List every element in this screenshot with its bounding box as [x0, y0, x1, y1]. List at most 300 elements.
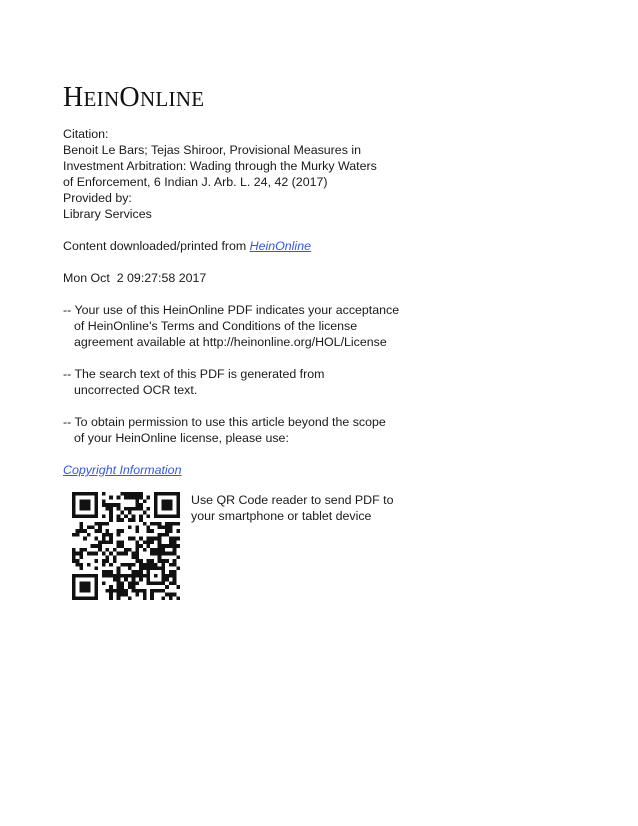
citation-label: Citation: — [63, 127, 109, 141]
qr-module — [146, 526, 150, 530]
qr-module — [128, 581, 132, 585]
qr-module — [91, 492, 95, 496]
qr-module — [79, 503, 83, 507]
qr-module — [173, 581, 177, 585]
qr-module — [106, 507, 110, 511]
qr-module — [109, 589, 113, 593]
qr-module — [72, 514, 76, 518]
qr-module — [87, 503, 91, 507]
qr-module — [102, 581, 106, 585]
qr-module — [139, 559, 143, 563]
qr-module — [102, 559, 106, 563]
notice-line: agreement available at http://heinonline.org/HOL/License — [74, 335, 387, 349]
qr-module — [173, 522, 177, 526]
qr-module — [83, 529, 87, 533]
qr-module — [139, 514, 143, 518]
qr-module — [102, 514, 106, 518]
qr-module — [169, 529, 173, 533]
qr-module — [161, 574, 165, 578]
qr-module — [154, 499, 158, 503]
qr-module — [139, 578, 143, 582]
qr-module — [154, 581, 158, 585]
qr-module — [169, 522, 173, 526]
qr-module — [150, 563, 154, 567]
heinonline-logo: HEINONLINE — [63, 82, 205, 113]
qr-module — [132, 514, 136, 518]
qr-module — [173, 492, 177, 496]
qr-module — [79, 563, 83, 567]
qr-module — [173, 514, 177, 518]
qr-module — [98, 548, 102, 552]
qr-module — [132, 507, 136, 511]
qr-module — [87, 563, 91, 567]
citation-line: Investment Arbitration: Wading through the Murky Waters — [63, 159, 377, 173]
qr-module — [117, 552, 121, 556]
qr-module — [94, 514, 98, 518]
qr-module — [124, 574, 128, 578]
qr-module — [169, 593, 173, 597]
qr-module — [79, 589, 83, 593]
provider-name: Library Services — [63, 207, 152, 221]
qr-module — [143, 499, 147, 503]
qr-module — [117, 503, 121, 507]
qr-module — [102, 552, 106, 556]
qr-module — [176, 496, 180, 500]
qr-module — [135, 555, 139, 559]
qr-module — [113, 503, 117, 507]
qr-module — [158, 589, 162, 593]
qr-module — [117, 589, 121, 593]
qr-module — [161, 589, 165, 593]
qr-module — [135, 492, 139, 496]
qr-module — [91, 596, 95, 600]
qr-module — [79, 499, 83, 503]
qr-module — [79, 526, 83, 530]
qr-module — [91, 514, 95, 518]
qr-module — [165, 559, 169, 563]
qr-module — [87, 499, 91, 503]
qr-module — [106, 555, 110, 559]
qr-module — [117, 496, 121, 500]
qr-module — [124, 578, 128, 582]
qr-module — [83, 492, 87, 496]
qr-module — [139, 570, 143, 574]
qr-caption-line: Use QR Code reader to send PDF to — [191, 493, 394, 507]
qr-module — [83, 537, 87, 541]
qr-module — [143, 522, 147, 526]
permission-notice — [63, 414, 583, 446]
qr-module — [128, 518, 132, 522]
qr-module — [165, 544, 169, 548]
qr-module — [91, 544, 95, 548]
qr-module — [106, 574, 110, 578]
qr-module — [94, 552, 98, 556]
qr-module — [176, 585, 180, 589]
qr-module — [146, 529, 150, 533]
qr-module — [102, 533, 106, 537]
qr-module — [161, 548, 165, 552]
qr-module — [128, 526, 132, 530]
qr-module — [135, 589, 139, 593]
qr-module — [132, 574, 136, 578]
qr-module — [169, 537, 173, 541]
qr-caption-line: your smartphone or tablet device — [191, 509, 372, 523]
qr-module — [83, 589, 87, 593]
qr-module — [161, 514, 165, 518]
qr-module — [169, 526, 173, 530]
qr-module — [132, 552, 136, 556]
qr-module — [128, 496, 132, 500]
qr-module — [132, 496, 136, 500]
qr-module — [135, 552, 139, 556]
qr-module — [117, 566, 121, 570]
qr-module — [72, 492, 76, 496]
qr-module — [176, 507, 180, 511]
qr-module — [117, 507, 121, 511]
qr-module — [117, 533, 121, 537]
download-notice — [63, 238, 583, 254]
notice-line: -- To obtain permission to use this article beyond the scope — [63, 415, 386, 429]
qr-module — [154, 563, 158, 567]
qr-module — [106, 529, 110, 533]
qr-module — [117, 596, 121, 600]
qr-module — [165, 578, 169, 582]
qr-module — [98, 529, 102, 533]
notice-line: of HeinOnline's Terms and Conditions of the license — [74, 319, 358, 333]
qr-module — [120, 552, 124, 556]
qr-module — [87, 589, 91, 593]
qr-module — [139, 492, 143, 496]
qr-module — [76, 492, 80, 496]
qr-module — [76, 563, 80, 567]
qr-module — [79, 555, 83, 559]
qr-module — [120, 492, 124, 496]
qr-module — [128, 492, 132, 496]
qr-module — [158, 559, 162, 563]
qr-module — [120, 593, 124, 597]
qr-module — [176, 511, 180, 515]
qr-module — [143, 548, 147, 552]
qr-module — [165, 529, 169, 533]
qr-module — [94, 511, 98, 515]
qr-module — [87, 507, 91, 511]
qr-module — [94, 585, 98, 589]
qr-module — [146, 537, 150, 541]
qr-module — [128, 585, 132, 589]
qr-module — [161, 499, 165, 503]
qr-module — [173, 593, 177, 597]
qr-module — [87, 581, 91, 585]
citation-block — [63, 126, 583, 222]
qr-module — [158, 522, 162, 526]
qr-module — [173, 570, 177, 574]
qr-module — [154, 511, 158, 515]
timestamp-block — [63, 270, 583, 286]
qr-module — [94, 596, 98, 600]
qr-module — [132, 570, 136, 574]
qr-module — [154, 503, 158, 507]
qr-module — [154, 522, 158, 526]
qr-module — [173, 540, 177, 544]
qr-module — [169, 570, 173, 574]
qr-module — [146, 496, 150, 500]
qr-module — [120, 518, 124, 522]
qr-module — [176, 537, 180, 541]
qr-module — [165, 503, 169, 507]
citation-line: Benoit Le Bars; Tejas Shiroor, Provisional Measures in — [63, 143, 361, 157]
qr-module — [72, 511, 76, 515]
qr-module — [79, 514, 83, 518]
qr-module — [72, 593, 76, 597]
qr-module — [83, 581, 87, 585]
qr-module — [154, 514, 158, 518]
qr-module — [98, 540, 102, 544]
qr-module — [79, 492, 83, 496]
qr-module — [109, 533, 113, 537]
qr-module — [91, 526, 95, 530]
qr-module — [154, 589, 158, 593]
qr-module — [106, 589, 110, 593]
qr-module — [169, 563, 173, 567]
qr-module — [176, 492, 180, 496]
qr-module — [91, 552, 95, 556]
qr-module — [169, 596, 173, 600]
qr-module — [135, 548, 139, 552]
qr-module — [176, 514, 180, 518]
qr-module — [132, 537, 136, 541]
qr-module — [165, 499, 169, 503]
qr-module — [158, 526, 162, 530]
qr-module — [165, 593, 169, 597]
qr-module — [169, 507, 173, 511]
qr-module — [139, 518, 143, 522]
qr-module — [94, 496, 98, 500]
qr-module — [161, 563, 165, 567]
qr-module — [106, 522, 110, 526]
qr-module — [124, 563, 128, 567]
qr-module — [72, 578, 76, 582]
qr-module — [165, 533, 169, 537]
qr-module — [158, 492, 162, 496]
qr-module — [150, 589, 154, 593]
qr-module — [94, 589, 98, 593]
qr-module — [72, 496, 76, 500]
qr-module — [128, 548, 132, 552]
qr-module — [117, 581, 121, 585]
qr-module — [120, 574, 124, 578]
qr-module — [139, 507, 143, 511]
qr-module — [79, 596, 83, 600]
qr-module — [113, 548, 117, 552]
qr-module — [161, 570, 165, 574]
qr-module — [109, 507, 113, 511]
qr-module — [165, 585, 169, 589]
qr-module — [135, 544, 139, 548]
qr-module — [176, 503, 180, 507]
qr-module — [161, 559, 165, 563]
qr-module — [72, 503, 76, 507]
qr-module — [79, 574, 83, 578]
qr-module — [135, 540, 139, 544]
qr-module — [124, 548, 128, 552]
qr-module — [72, 555, 76, 559]
qr-module — [161, 566, 165, 570]
qr-module — [98, 544, 102, 548]
qr-module — [94, 507, 98, 511]
qr-module — [117, 518, 121, 522]
qr-module — [120, 529, 124, 533]
qr-module — [79, 529, 83, 533]
qr-module — [120, 589, 124, 593]
qr-module — [124, 496, 128, 500]
qr-module — [91, 574, 95, 578]
qr-module — [169, 503, 173, 507]
qr-module — [150, 540, 154, 544]
qr-module — [76, 574, 80, 578]
qr-module — [143, 596, 147, 600]
copyright-block — [63, 462, 583, 478]
qr-module — [128, 596, 132, 600]
qr-module — [154, 492, 158, 496]
qr-module — [79, 585, 83, 589]
qr-module — [94, 559, 98, 563]
qr-module — [83, 503, 87, 507]
qr-module — [158, 540, 162, 544]
qr-module — [87, 552, 91, 556]
qr-module — [72, 533, 76, 537]
qr-module — [72, 507, 76, 511]
qr-module — [150, 552, 154, 556]
qr-module — [94, 578, 98, 582]
qr-module — [94, 529, 98, 533]
qr-module — [154, 496, 158, 500]
qr-module — [158, 533, 162, 537]
qr-module — [169, 552, 173, 556]
qr-module — [117, 585, 121, 589]
qr-module — [132, 563, 136, 567]
qr-module — [158, 566, 162, 570]
qr-module — [139, 574, 143, 578]
qr-module — [154, 537, 158, 541]
qr-module — [165, 526, 169, 530]
qr-module — [173, 537, 177, 541]
qr-module — [94, 499, 98, 503]
qr-module — [176, 555, 180, 559]
qr-module — [94, 544, 98, 548]
qr-module — [124, 514, 128, 518]
qr-module — [117, 544, 121, 548]
qr-module — [135, 526, 139, 530]
qr-module — [146, 566, 150, 570]
qr-module — [143, 566, 147, 570]
qr-module — [76, 533, 80, 537]
qr-module — [72, 589, 76, 593]
qr-module — [72, 559, 76, 563]
qr-module — [87, 492, 91, 496]
qr-module — [135, 559, 139, 563]
qr-module — [109, 518, 113, 522]
qr-module — [109, 496, 113, 500]
qr-module — [76, 596, 80, 600]
qr-module — [135, 507, 139, 511]
qr-module — [146, 581, 150, 585]
qr-module — [150, 593, 154, 597]
notice-line: of your HeinOnline license, please use: — [74, 431, 289, 445]
qr-module — [139, 503, 143, 507]
qr-module — [117, 529, 121, 533]
qr-module — [106, 533, 110, 537]
qr-module — [124, 593, 128, 597]
qr-module — [139, 563, 143, 567]
qr-module — [161, 552, 165, 556]
qr-module — [146, 578, 150, 582]
notice-line: -- The search text of this PDF is generated from — [63, 367, 325, 381]
qr-module — [169, 581, 173, 585]
qr-module — [106, 548, 110, 552]
qr-module — [158, 581, 162, 585]
qr-module — [72, 585, 76, 589]
qr-module — [173, 563, 177, 567]
qr-module — [150, 537, 154, 541]
qr-module — [79, 548, 83, 552]
qr-module — [128, 566, 132, 570]
qr-module — [128, 574, 132, 578]
qr-module — [150, 596, 154, 600]
qr-module — [113, 574, 117, 578]
qr-module — [158, 537, 162, 541]
qr-module — [132, 589, 136, 593]
qr-module — [143, 540, 147, 544]
qr-code-icon — [72, 492, 180, 600]
qr-module — [113, 559, 117, 563]
qr-module — [161, 492, 165, 496]
qr-module — [135, 593, 139, 597]
qr-module — [169, 544, 173, 548]
heinonline-link[interactable]: HeinOnline — [249, 239, 311, 253]
qr-module — [143, 593, 147, 597]
qr-module — [72, 596, 76, 600]
qr-module — [94, 503, 98, 507]
qr-module — [169, 499, 173, 503]
qr-module — [143, 563, 147, 567]
qr-module — [72, 552, 76, 556]
qr-module — [94, 566, 98, 570]
qr-module — [158, 544, 162, 548]
qr-module — [146, 540, 150, 544]
qr-module — [139, 496, 143, 500]
qr-module — [161, 544, 165, 548]
qr-module — [135, 570, 139, 574]
qr-module — [87, 574, 91, 578]
qr-module — [83, 507, 87, 511]
qr-module — [76, 559, 80, 563]
qr-module — [150, 581, 154, 585]
qr-module — [120, 585, 124, 589]
qr-module — [83, 548, 87, 552]
qr-module — [124, 507, 128, 511]
notice-line: uncorrected OCR text. — [74, 383, 198, 397]
qr-module — [76, 514, 80, 518]
qr-module — [146, 514, 150, 518]
qr-module — [83, 574, 87, 578]
qr-module — [132, 581, 136, 585]
qr-module — [176, 529, 180, 533]
qr-module — [176, 596, 180, 600]
qr-module — [158, 552, 162, 556]
copyright-information-link[interactable]: Copyright Information — [63, 463, 182, 477]
qr-module — [146, 507, 150, 511]
qr-module — [158, 514, 162, 518]
